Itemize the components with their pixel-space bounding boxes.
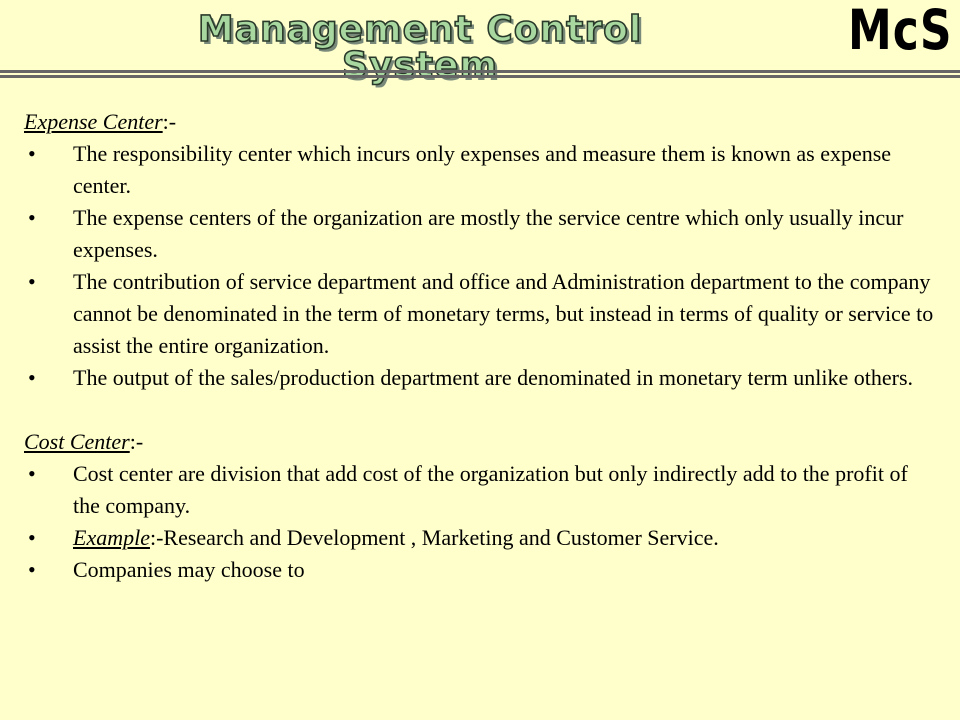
section-heading-cost-center: Cost Center:- <box>24 429 144 454</box>
list-item: • The output of the sales/production department are denominated in monetary term unlike others. <box>24 362 934 394</box>
header <box>0 0 960 90</box>
mcs-logo: McS <box>848 0 953 63</box>
cost-center-list <box>24 458 934 586</box>
example-label: Example <box>73 525 150 550</box>
list-item: • Companies may choose to <box>24 554 934 586</box>
page-title: Management Control System <box>197 9 643 86</box>
bullet-icon: • <box>28 141 36 166</box>
section-spacer <box>24 394 934 426</box>
list-item: • Cost center are division that add cost of the organization but only indirectly add to the profit of the company. <box>24 458 934 522</box>
bullet-icon: • <box>28 269 36 294</box>
expense-center-list <box>24 138 934 394</box>
bullet-icon: • <box>28 365 36 390</box>
list-item: • The responsibility center which incurs only expenses and measure them is known as expense center. <box>24 138 934 202</box>
section-heading-expense-center: Expense Center:- <box>24 109 177 134</box>
list-item-example: • Example:-Research and Development , Marketing and Customer Service. <box>24 522 934 554</box>
list-item: • The expense centers of the organization are mostly the service centre which only usually incur expenses. <box>24 202 934 266</box>
bullet-icon: • <box>28 461 36 486</box>
list-item: • The contribution of service department and office and Administration department to the company cannot be denominated in the term of monetary terms, but instead in terms of quality or service to assist the entire organization. <box>24 266 934 362</box>
slide-body <box>24 106 934 586</box>
bullet-icon: • <box>28 525 36 550</box>
bullet-icon: • <box>28 557 36 582</box>
bullet-icon: • <box>28 205 36 230</box>
header-divider <box>0 70 960 78</box>
